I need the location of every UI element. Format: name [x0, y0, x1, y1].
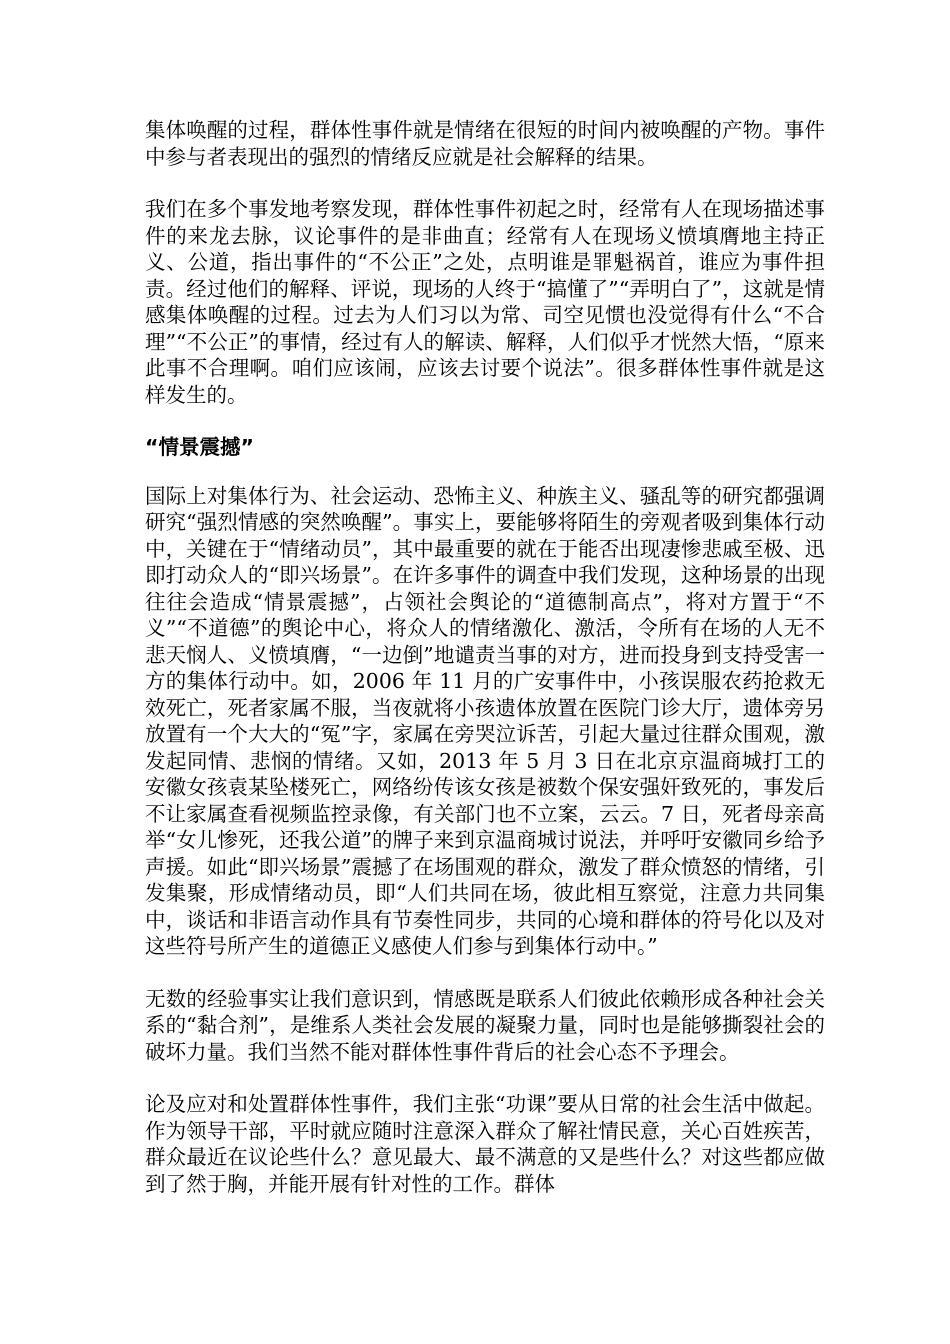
paragraph-2: 我们在多个事发地考察发现，群体性事件初起之时，经常有人在现场描述事件的来龙去脉，议论事件的是非曲直；经常有人在现场义愤填膺地主持正义、公道，指出事件的“不公正”之处，点明谁是罪魁祸首，谁应为事件担责。经过他们的解释、评说，现场的人终于“搞懂了”“弄明白了”，这就是情感集体唤醒的过程。过去为人们习以为常、司空见惯也没觉得有什么“不合理”“不公正”的事情，经过有人的解读、解释，人们似乎才恍然大悟，“原来此事不合理啊。咱们应该闹，应该去讨要个说法”。很多群体性事件就是这样发生的。	[145, 197, 825, 407]
document-page	[145, 117, 825, 1223]
paragraph-3: 国际上对集体行为、社会运动、恐怖主义、种族主义、骚乱等的研究都强调研究“强烈情感的突然唤醒”。事实上，要能够将陌生的旁观者吸到集体行动中，关键在于“情绪动员”，其中最重要的就在于能否出现凄惨悲戚至极、迅即打动众人的“即兴场景”。在许多事件的调查中我们发现，这种场景的出现往往会造成“情景震撼”，占领社会舆论的“道德制高点”，将对方置于“不义”“不道德”的舆论中心，将众人的情绪激化、激活，令所有在场的人无不悲天悯人、义愤填膺，“一边倒”地谴责当事的对方，进而投身到支持受害一方的集体行动中。如，2006 年 11 月的广安事件中，小孩误服农药抢救无效死亡，死者家属不服，当夜就将小孩遗体放置在医院门诊大厅，遗体旁另放置有一个大大的“冤”字，家属在旁哭泣诉苦，引起大量过往群众围观，激发起同情、悲悯的情绪。又如，2013 年 5 月 3 日在北京京温商城打工的安徽女孩袁某坠楼死亡，网络纷传该女孩是被数个保安强奸致死的，事发后不让家属查看视频监控录像，有关部门也不立案，云云。7 日，死者母亲高举“女儿惨死，还我公道”的牌子来到京温商城讨说法，并呼吁安徽同乡给予声援。如此“即兴场景”震撼了在场围观的群众，激发了群众愤怒的情绪，引发集聚，形成情绪动员，即“人们共同在场，彼此相互察觉，注意力共同集中，谈话和非语言动作具有节奏性同步，共同的心境和群体的符号化以及对这些符号所产生的道德正义感使人们参与到集体行动中。”	[145, 483, 825, 958]
paragraph-1: 集体唤醒的过程，群体性事件就是情绪在很短的时间内被唤醒的产物。事件中参与者表现出的强烈的情绪反应就是社会解释的结果。	[145, 118, 825, 169]
section-heading: “情景震撼”	[145, 435, 254, 459]
paragraph-4: 无数的经验事实让我们意识到，情感既是联系人们彼此依赖形成各种社会关系的“黏合剂”，是维系人类社会发展的凝聚力量，同时也是能够撕裂社会的破坏力量。我们当然不能对群体性事件背后的社会心态不予理会。	[145, 986, 825, 1064]
paragraph-5: 论及应对和处置群体性事件，我们主张“功课”要从日常的社会生活中做起。作为领导干部，平时就应随时注意深入群众了解社情民意，关心百姓疾苦，群众最近在议论些什么？意见最大、最不满意的又是些什么？对这些都应做到了然于胸，并能开展有针对性的工作。群体	[145, 1092, 825, 1196]
